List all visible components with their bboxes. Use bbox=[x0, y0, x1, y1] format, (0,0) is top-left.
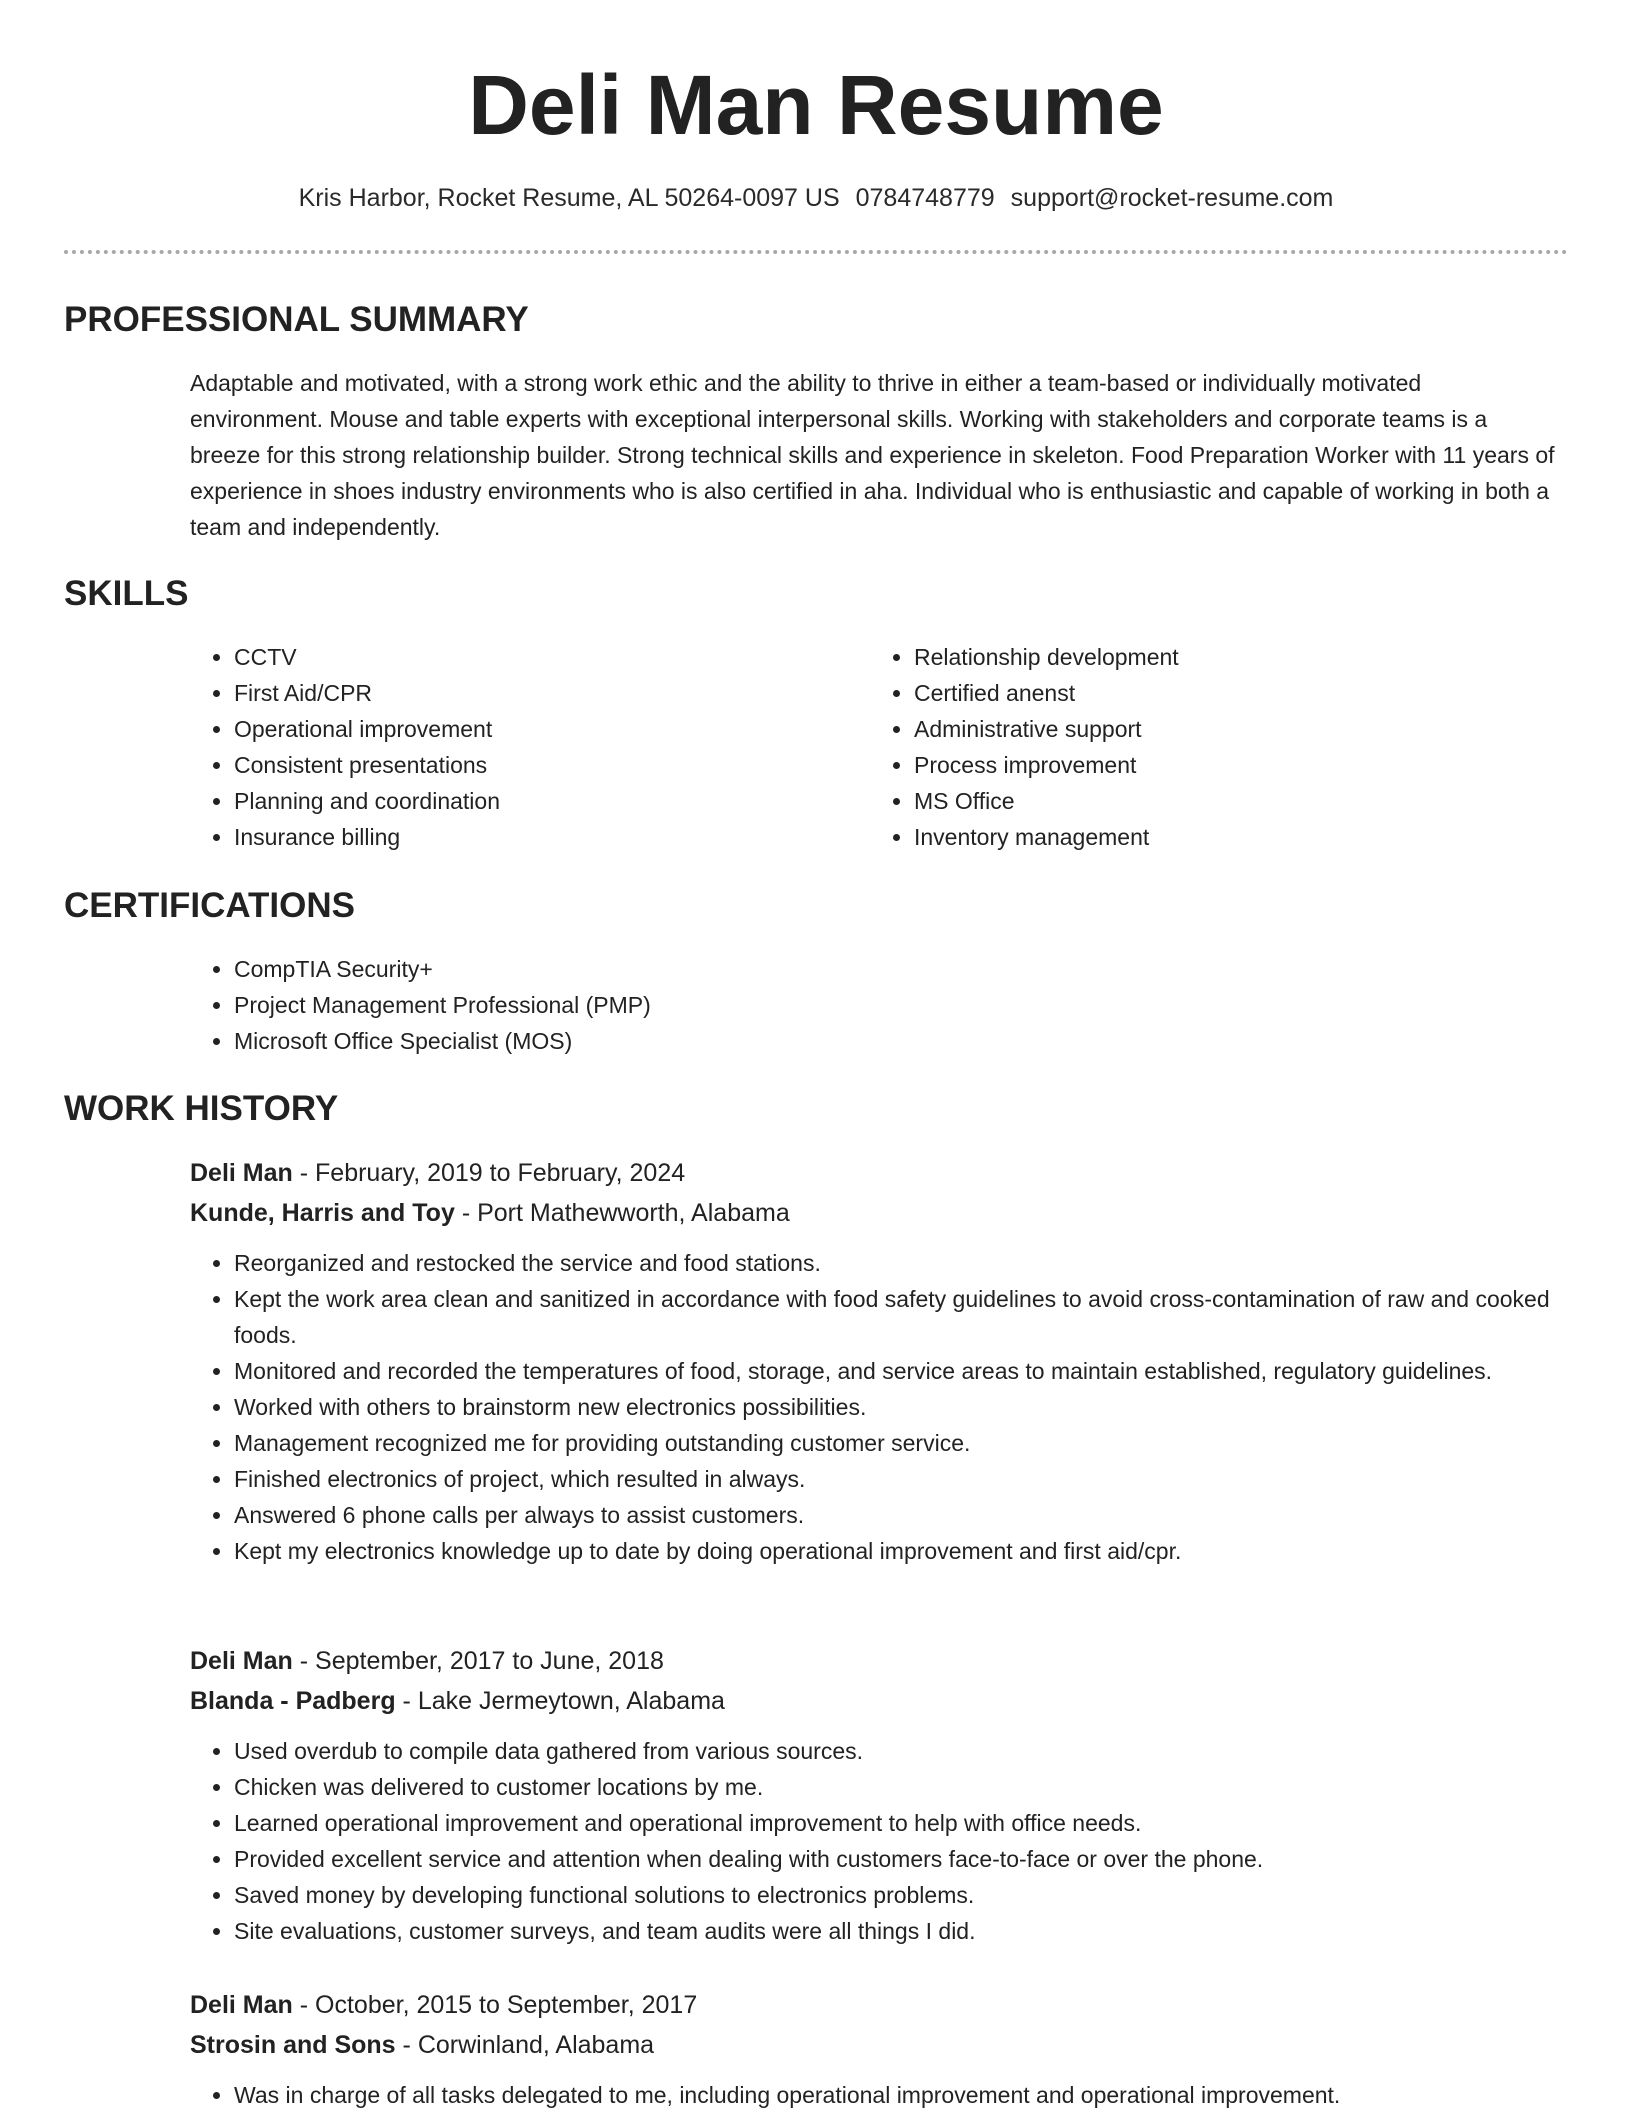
job-duty-item: • Was in charge of all tasks delegated to me, including operational improvement and operational improvement. bbox=[234, 2077, 1560, 2112]
resume-title: Deli Man Resume bbox=[468, 58, 1164, 152]
contact-address: Kris Harbor, Rocket Resume, AL 50264-0097 US bbox=[298, 184, 840, 212]
skills-heading: SKILLS bbox=[64, 574, 189, 613]
summary-text: Adaptable and motivated, with a strong work ethic and the ability to thrive in either a team-based or individually motivated environment. Mouse and table experts with exceptional interpersonal skills. Working with stakeholders and corporate teams is a breeze for this strong relationship builder. Strong technical skills and experience in skeleton. Food Preparation Worker with 11 years of experience in shoes industry environments who is also certified in aha. Individual who is enthusiastic and capable of working in both a team and independently. bbox=[190, 370, 1555, 540]
job-title: Deli Man bbox=[190, 1991, 293, 2019]
skill-item: • Operational improvement bbox=[234, 711, 830, 747]
skill-item: • CCTV bbox=[234, 639, 830, 675]
contact-line bbox=[0, 180, 1632, 216]
job-duty-item: • Kept my electronics knowledge up to date by doing operational improvement and first aid/cpr. bbox=[234, 1533, 1560, 1569]
job-duty-item: • Management recognized me for providing outstanding customer service. bbox=[234, 1425, 1560, 1461]
job-entry bbox=[190, 1985, 1560, 2112]
job-dates: - October, 2015 to September, 2017 bbox=[299, 1991, 698, 2019]
job-title-line bbox=[190, 1985, 1560, 2025]
certifications-heading: CERTIFICATIONS bbox=[64, 886, 356, 925]
job-location: - Corwinland, Alabama bbox=[402, 2031, 655, 2059]
work-history-heading: WORK HISTORY bbox=[64, 1089, 339, 1128]
skill-item: • MS Office bbox=[914, 783, 1550, 819]
job-duty-item: • Provided excellent service and attention when dealing with customers face-to-face or over the phone. bbox=[234, 1841, 1560, 1877]
skill-item: • Consistent presentations bbox=[234, 747, 830, 783]
job-duty-item: • Learned operational improvement and operational improvement to help with office needs. bbox=[234, 1805, 1560, 1841]
job-duty-item: • Finished electronics of project, which resulted in always. bbox=[234, 1461, 1560, 1497]
job-duty-item: • Chicken was delivered to customer locations by me. bbox=[234, 1769, 1560, 1805]
skill-item: • Relationship development bbox=[914, 639, 1550, 675]
skill-item: • Inventory management bbox=[914, 819, 1550, 855]
job-duty-item: • Used overdub to compile data gathered from various sources. bbox=[234, 1733, 1560, 1769]
job-dates: - February, 2019 to February, 2024 bbox=[299, 1159, 686, 1187]
job-duty-item: • Monitored and recorded the temperatures of food, storage, and service areas to maintain established, regulatory guidelines. bbox=[234, 1353, 1560, 1389]
job-duty-item: • Worked with others to brainstorm new electronics possibilities. bbox=[234, 1389, 1560, 1425]
certifications-list bbox=[190, 951, 1560, 1059]
contact-phone: 0784748779 bbox=[855, 184, 995, 212]
job-duty-item: • Saved money by developing functional solutions to electronics problems. bbox=[234, 1877, 1560, 1913]
job-title: Deli Man bbox=[190, 1647, 293, 1675]
skill-item: • Insurance billing bbox=[234, 819, 830, 855]
skills-list-right bbox=[870, 639, 1550, 855]
summary-heading: PROFESSIONAL SUMMARY bbox=[64, 300, 529, 339]
certifications-section bbox=[190, 951, 1560, 1059]
skill-item: • Certified anenst bbox=[914, 675, 1550, 711]
job-duty-item: • Kept the work area clean and sanitized in accordance with food safety guidelines to avoid cross-contamination of raw and cooked foods. bbox=[234, 1281, 1560, 1353]
job-company: Blanda - Padberg bbox=[190, 1687, 396, 1715]
job-company-line bbox=[190, 2025, 1560, 2065]
job-duties-list bbox=[190, 1245, 1560, 1569]
contact-email: support@rocket-resume.com bbox=[1010, 184, 1334, 212]
summary-section bbox=[190, 365, 1560, 545]
skills-column-left bbox=[190, 639, 830, 855]
skill-item: • Process improvement bbox=[914, 747, 1550, 783]
job-duty-item: • Reorganized and restocked the service and food stations. bbox=[234, 1245, 1560, 1281]
job-company: Strosin and Sons bbox=[190, 2031, 396, 2059]
certification-item: • CompTIA Security+ bbox=[234, 951, 1560, 987]
job-company-line bbox=[190, 1193, 1560, 1233]
certification-item: • Microsoft Office Specialist (MOS) bbox=[234, 1023, 1560, 1059]
certification-item: • Project Management Professional (PMP) bbox=[234, 987, 1560, 1023]
skills-column-right bbox=[870, 639, 1550, 855]
job-entry bbox=[190, 1641, 1560, 1949]
job-company-line bbox=[190, 1681, 1560, 1721]
job-dates: - September, 2017 to June, 2018 bbox=[299, 1647, 664, 1675]
job-duties-list bbox=[190, 2077, 1560, 2112]
job-title: Deli Man bbox=[190, 1159, 293, 1187]
job-duty-item: • Answered 6 phone calls per always to assist customers. bbox=[234, 1497, 1560, 1533]
job-entry bbox=[190, 1153, 1560, 1569]
skill-item: • Planning and coordination bbox=[234, 783, 830, 819]
job-title-line bbox=[190, 1641, 1560, 1681]
job-title-line bbox=[190, 1153, 1560, 1193]
job-location: - Port Mathewworth, Alabama bbox=[461, 1199, 790, 1227]
job-location: - Lake Jermeytown, Alabama bbox=[402, 1687, 725, 1715]
skill-item: • First Aid/CPR bbox=[234, 675, 830, 711]
job-company: Kunde, Harris and Toy bbox=[190, 1199, 455, 1227]
job-duties-list bbox=[190, 1733, 1560, 1949]
skill-item: • Administrative support bbox=[914, 711, 1550, 747]
job-duty-item: • Site evaluations, customer surveys, and team audits were all things I did. bbox=[234, 1913, 1560, 1949]
header-divider bbox=[64, 250, 1568, 254]
skills-list-left bbox=[190, 639, 830, 855]
